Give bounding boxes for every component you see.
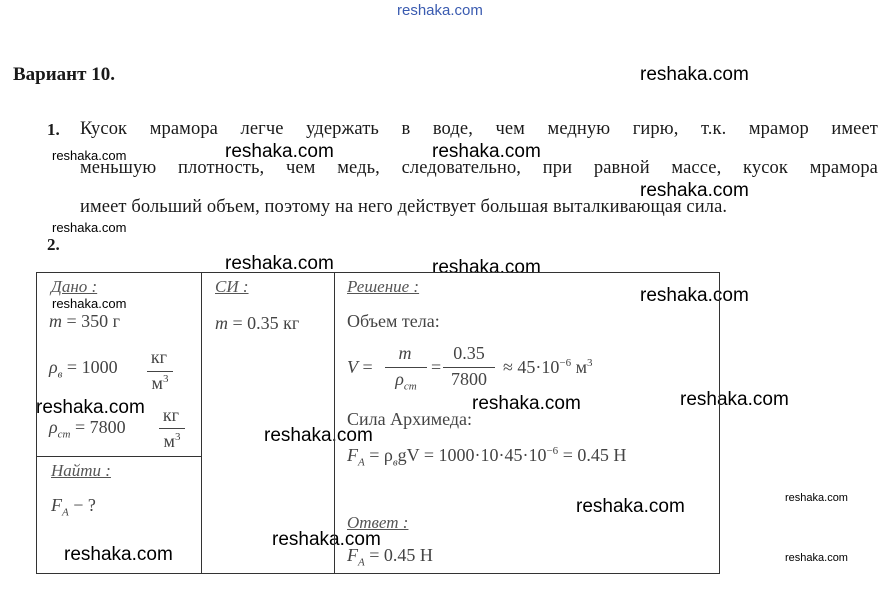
watermark: reshaka.com [680, 389, 789, 410]
si-header: СИ : [215, 277, 249, 296]
formula-numerator: 0.35 [453, 343, 485, 363]
watermark: reshaka.com [52, 220, 127, 235]
watermark: reshaka.com [432, 257, 541, 278]
fraction-line [147, 371, 173, 372]
watermark: reshaka.com [64, 544, 173, 565]
watermark: reshaka.com [640, 64, 749, 85]
si-mass: m = 0.35 кг [215, 313, 300, 333]
watermark: reshaka.com [272, 529, 381, 550]
watermark: reshaka.com [225, 253, 334, 274]
volume-label: Объем тела: [347, 311, 440, 331]
archimedes-label: Сила Архимеда: [347, 409, 473, 429]
watermark: reshaka.com [576, 496, 685, 517]
watermark: reshaka.com [397, 2, 483, 19]
question-number: 2. [47, 235, 60, 254]
answer-header: Ответ : [347, 513, 409, 532]
watermark: reshaka.com [52, 148, 127, 163]
answer-value: $F_A = 0.45$ Н [347, 545, 433, 569]
archimedes-formula: $F_A = \rho_вgV = 1000\cdot 10\cdot 45\cdot 10^{-6} = 0.45$ Н [347, 445, 627, 469]
table-divider [334, 273, 335, 573]
formula-equals: = [431, 357, 442, 377]
watermark: reshaka.com [640, 285, 749, 306]
page-title: Вариант 10. [13, 64, 115, 85]
watermark: reshaka.com [225, 141, 334, 162]
watermark: reshaka.com [432, 141, 541, 162]
answer-line: меньшую плотность, чем медь, следовательно, при равной массе, кусок мрамора [80, 158, 878, 178]
solution-header: Решение : [347, 277, 420, 296]
volume-formula-v: V = [347, 357, 373, 377]
unit-denominator: $м^3$ [151, 373, 169, 393]
formula-numerator: m [398, 343, 412, 363]
watermark: reshaka.com [36, 397, 145, 418]
fraction-line [385, 367, 427, 368]
formula-denominator: $\rho_{ст}$ [395, 369, 417, 393]
watermark: reshaka.com [640, 180, 749, 201]
table-divider [201, 273, 202, 573]
answer-line: Кусок мрамора легче удержать в воде, чем медную гирю, т.к. мрамор имеет [80, 119, 878, 139]
watermark: reshaka.com [472, 393, 581, 414]
given-rho-water: $\rho_в = 1000$ [49, 357, 118, 381]
find-force: $F_A$ − ? [51, 495, 96, 519]
solution-table [36, 272, 720, 574]
watermark: reshaka.com [264, 425, 373, 446]
given-rho-steel: $\rho_{ст} = 7800$ [49, 417, 126, 441]
watermark: reshaka.com [52, 296, 127, 311]
fraction-line [159, 428, 185, 429]
watermark: reshaka.com [785, 552, 848, 564]
unit-numerator: кг [150, 347, 168, 367]
find-header: Найти : [51, 461, 111, 480]
volume-result: ≈ $45\cdot 10^{-6}$ $м^3$ [503, 357, 593, 377]
given-header: Дано : [51, 277, 98, 296]
watermark: reshaka.com [785, 492, 848, 504]
unit-denominator: $м^3$ [163, 431, 181, 451]
question-number: 1. [47, 120, 60, 139]
unit-numerator: кг [162, 405, 180, 425]
table-divider [37, 456, 201, 457]
given-mass: m = 350 г [49, 311, 121, 331]
formula-denominator: 7800 [451, 369, 487, 389]
answer-line: имеет больший объем, поэтому на него действует большая выталкивающая сила. [80, 197, 728, 217]
fraction-line [443, 367, 495, 368]
